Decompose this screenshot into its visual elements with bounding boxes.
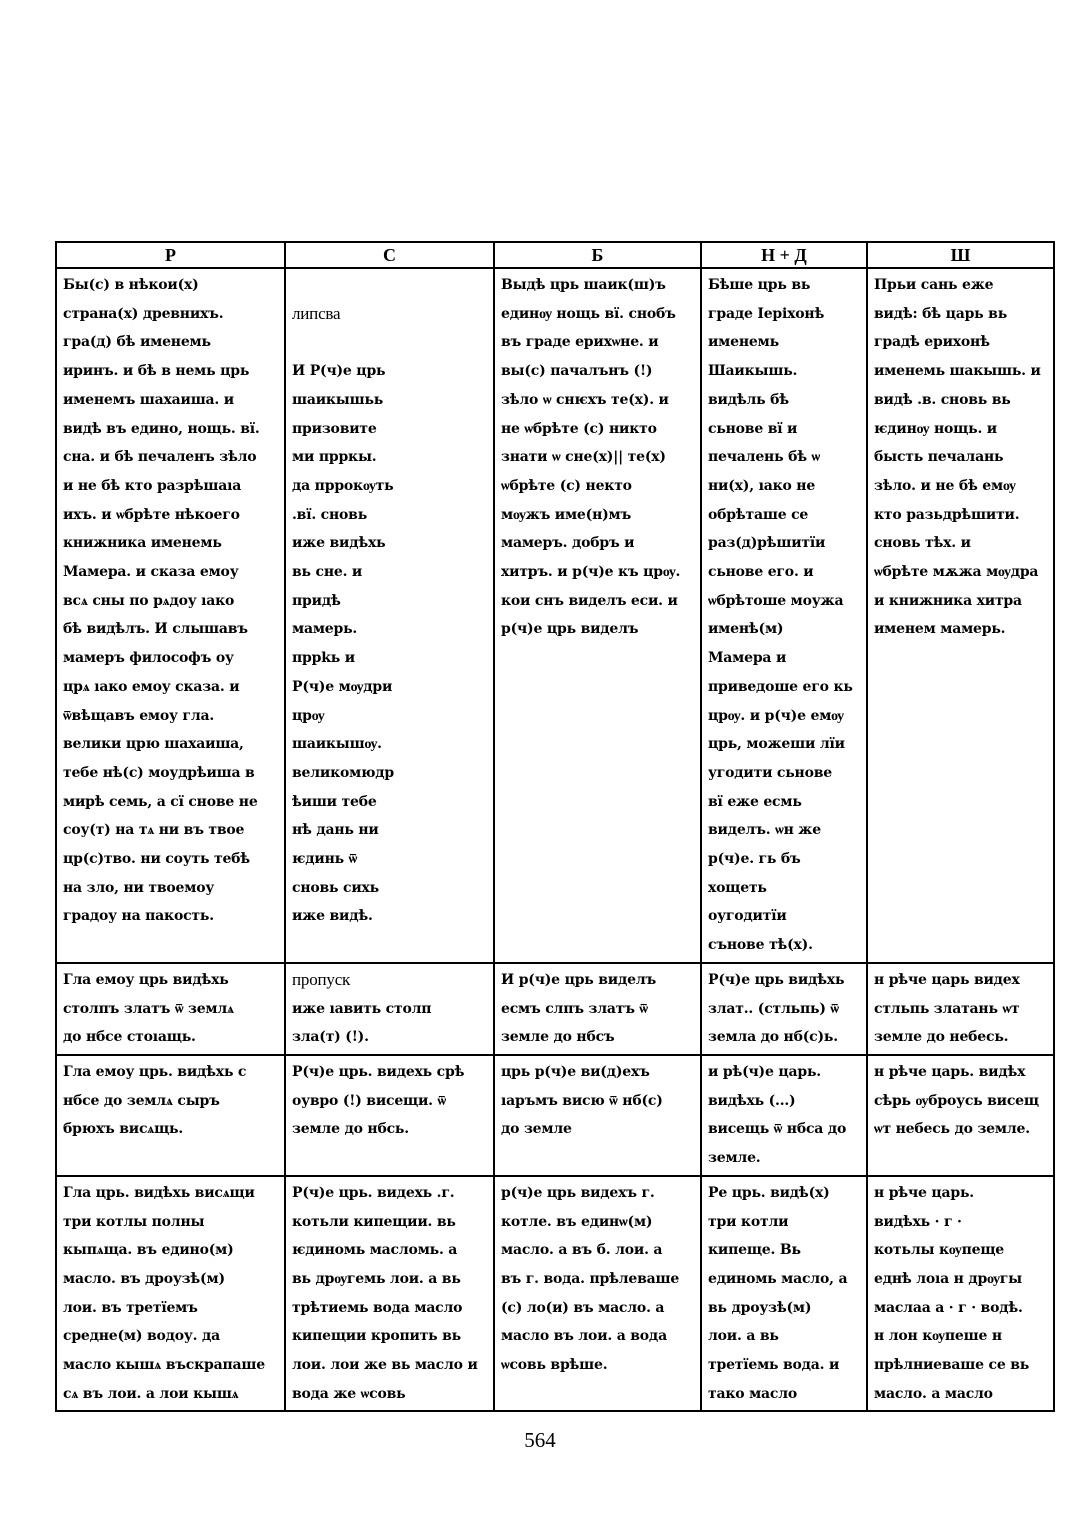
text-line: Р(ч)е мѹдри bbox=[292, 678, 393, 695]
text-line: маслаа а · г · водѣ. bbox=[874, 1299, 1023, 1316]
text-line: н рѣче царь. bbox=[874, 1184, 974, 1201]
text-line: прѣлниеваше се вь bbox=[874, 1357, 1030, 1374]
table-cell-b bbox=[494, 1055, 701, 1176]
text-line: угодити сьнове bbox=[708, 764, 832, 781]
text-line: сна. и бѣ печаленъ зѣло bbox=[63, 449, 257, 466]
text-line: иже видѣхь bbox=[292, 535, 386, 552]
text-line: да пррокѹть bbox=[292, 477, 394, 494]
text-line: црѹ bbox=[292, 707, 325, 724]
text-line: иже ıавить столп bbox=[292, 1000, 432, 1017]
text-line: ѡт небесь до земле. bbox=[874, 1121, 1030, 1138]
table-cell-r bbox=[56, 1176, 285, 1412]
text-line: столпъ златъ ѿ землѧ bbox=[63, 1000, 234, 1017]
text-line: видѣхь · г · bbox=[874, 1213, 962, 1230]
text-line: масло. а масло bbox=[874, 1385, 993, 1402]
text-line: масло въ лои. а вода bbox=[501, 1328, 667, 1345]
text-line: великомюдр bbox=[292, 764, 394, 781]
text-line: лои. а вь bbox=[708, 1328, 779, 1345]
text-line: тако масло bbox=[708, 1385, 798, 1402]
text-line: ѡбрѣте мѫжа мѹдра bbox=[874, 564, 1039, 581]
text-line: на зло, ни твоемоу bbox=[63, 879, 215, 896]
text-line: виделъ. ѡн же bbox=[708, 822, 821, 839]
text-line: именемь шакышь. и bbox=[874, 363, 1041, 380]
text-line: лои. въ третїемъ bbox=[63, 1299, 198, 1316]
text-line: именемь bbox=[708, 334, 779, 351]
text-line: котьлы кѹпеще bbox=[874, 1242, 1005, 1259]
text-line: кто разьдрѣшити. bbox=[874, 506, 1020, 523]
page-number: 564 bbox=[524, 1428, 556, 1452]
text-line: земле до нбсъ bbox=[501, 1029, 615, 1046]
text-line: бысть печалань bbox=[874, 449, 1004, 466]
text-line: земле. bbox=[708, 1150, 761, 1167]
text-line: сѧ въ лои. а лои кышѧ bbox=[63, 1385, 239, 1402]
table-cell-sh bbox=[867, 268, 1054, 963]
text-line: мамеръ философъ оу bbox=[63, 650, 234, 667]
text-line: нѣ дань ни bbox=[292, 822, 379, 839]
text-line: ѣиши тебе bbox=[292, 793, 377, 810]
text-line: оувро (!) висещи. ѿ bbox=[292, 1092, 446, 1109]
table-cell-n-d bbox=[701, 268, 867, 963]
text-line: Ре црь. видѣ(х) bbox=[708, 1184, 830, 1201]
text-line: н рѣче царь видех bbox=[874, 971, 1020, 988]
text-line: црѧ ıако емоу сказа. и bbox=[63, 678, 240, 695]
text-line: ихъ. и ѡбрѣте нѣкоего bbox=[63, 506, 240, 523]
text-line: ıаръмъ висю ѿ нб(с) bbox=[501, 1092, 663, 1109]
text-line: Прьи сань еже bbox=[874, 277, 994, 293]
text-line: граде Іеріхонѣ bbox=[708, 305, 825, 322]
text-line: зѣло ѡ снѥхъ те(х). и bbox=[501, 391, 669, 408]
text-line: кыпѧща. въ едино(м) bbox=[63, 1242, 234, 1259]
text-line: бѣ видѣлъ. И слышавъ bbox=[63, 621, 248, 638]
header-r: Р bbox=[56, 242, 285, 268]
header-sh: Ш bbox=[867, 242, 1054, 268]
text-line: Р(ч)е црь. видехь срѣ bbox=[292, 1063, 465, 1080]
text-line: до земле bbox=[501, 1121, 572, 1138]
text-line: не ѡбрѣте (с) никто bbox=[501, 420, 657, 437]
table-cell-n-d bbox=[701, 1055, 867, 1176]
header-b: Б bbox=[494, 242, 701, 268]
text-line: сънове тѣ(х). bbox=[708, 937, 813, 954]
text-line: придѣ bbox=[292, 592, 341, 609]
text-line: ѥдинѹ нощь. и bbox=[874, 420, 997, 437]
text-line: трѣтиемь вода масло bbox=[292, 1299, 463, 1316]
text-line bbox=[292, 271, 487, 300]
table-cell-n-d bbox=[701, 963, 867, 1055]
text-line: именем мамерь. bbox=[874, 621, 1006, 638]
table-cell-s bbox=[285, 1176, 494, 1412]
text-line: сьнове его. и bbox=[708, 564, 814, 581]
text-line: масло. въ дроузѣ(м) bbox=[63, 1270, 225, 1287]
table-body bbox=[56, 268, 1054, 1411]
text-line: зѣло. и не бѣ емѹ bbox=[874, 477, 1016, 494]
text-line: котьли кипещии. вь bbox=[292, 1213, 456, 1230]
text-line: лои. лои же вь масло и bbox=[292, 1357, 478, 1374]
table-row bbox=[56, 1176, 1054, 1412]
text-line: Р(ч)е црь. видехь .г. bbox=[292, 1184, 455, 1201]
text-line: ѥдинь ѿ bbox=[292, 851, 358, 868]
text-line: Выдѣ црь шаик(ш)ъ bbox=[501, 277, 666, 293]
text-line: оугодитїи bbox=[708, 908, 787, 925]
text-line: въ граде ерихѡне. и bbox=[501, 334, 659, 351]
text-line: сѣрь ѹброусь висещ bbox=[874, 1092, 1039, 1109]
text-line: црѹ. и р(ч)е емѹ bbox=[708, 707, 844, 724]
text-line: кои снъ виделъ еси. и bbox=[501, 592, 678, 609]
text-line: н рѣче царь. видѣх bbox=[874, 1063, 1026, 1080]
table-cell-s bbox=[285, 268, 494, 963]
text-line: н лон кѹпеше н bbox=[874, 1328, 1002, 1345]
text-line: црь р(ч)е ви(д)ехъ bbox=[501, 1063, 650, 1080]
text-line: Мамера и bbox=[708, 650, 787, 667]
table-cell-s bbox=[285, 1055, 494, 1176]
table-row bbox=[56, 1055, 1054, 1176]
text-line: три котлы полны bbox=[63, 1213, 205, 1230]
text-line: цр(с)тво. ни соуть тебѣ bbox=[63, 851, 250, 868]
text-line: видѣ: бѣ царь вь bbox=[874, 305, 1007, 322]
text-line: ни(х), ıако не bbox=[708, 477, 816, 494]
text-line: велики црю шахаиша, bbox=[63, 736, 244, 753]
text-line: И Р(ч)е црь bbox=[292, 363, 386, 380]
text-line: иринъ. и бѣ в немь црь bbox=[63, 363, 250, 380]
text-line: именѣ(м) bbox=[708, 621, 784, 638]
text-line: и рѣ(ч)е царь. bbox=[708, 1063, 821, 1080]
text-line: печалень бѣ ѡ bbox=[708, 449, 820, 466]
text-line: градоу на пакость. bbox=[63, 908, 214, 925]
text-line: сьнове вї и bbox=[708, 420, 798, 437]
text-line: шаикышѹ. bbox=[292, 736, 382, 753]
text-line: градѣ ерихонѣ bbox=[874, 334, 990, 351]
text-line: вь дрѹгемь лои. а вь bbox=[292, 1270, 461, 1287]
text-line: именемъ шахаиша. и bbox=[63, 391, 234, 408]
table-cell-sh bbox=[867, 1176, 1054, 1412]
text-line: еднѣ лоıа н дрѹгы bbox=[874, 1270, 1023, 1287]
text-line: земла до нб(с)ь. bbox=[708, 1029, 838, 1046]
text-line: .вї. сновь bbox=[292, 506, 368, 523]
table-row bbox=[56, 268, 1054, 963]
text-line: масло кышѧ въскрапаше bbox=[63, 1357, 265, 1374]
text-line: висещь ѿ нбса до bbox=[708, 1121, 847, 1138]
text-line: приведоше его кь bbox=[708, 678, 853, 695]
text-line bbox=[292, 328, 487, 357]
table-cell-sh bbox=[867, 963, 1054, 1055]
text-line: вь дроузѣ(м) bbox=[708, 1299, 812, 1316]
text-line: сновь сихь bbox=[292, 879, 379, 896]
text-line: единѹ нощь вї. снобъ bbox=[501, 305, 676, 322]
text-line: третїемь вода. и bbox=[708, 1357, 840, 1374]
text-line: обрѣташе се bbox=[708, 506, 809, 523]
text-line: всѧ сны по рѧдоу ıако bbox=[63, 592, 235, 609]
text-line: Р(ч)е црь видѣхь bbox=[708, 971, 845, 988]
table-cell-r bbox=[56, 963, 285, 1055]
text-line: ѡсовь врѣше. bbox=[501, 1357, 608, 1374]
text-line: земле до небесь. bbox=[874, 1029, 1009, 1046]
table-cell-b bbox=[494, 268, 701, 963]
text-line: котле. въ единѡ(м) bbox=[501, 1213, 653, 1230]
text-line: нбсе до землѧ сыръ bbox=[63, 1092, 220, 1109]
text-line: есмъ слпъ златъ ѿ bbox=[501, 1000, 648, 1017]
text-line: кипещии кропить вь bbox=[292, 1328, 461, 1345]
text-line: стльпь златань ѡт bbox=[874, 1000, 1020, 1017]
text-line: видѣ въ едино, нощь. вї. bbox=[63, 420, 260, 437]
text-line: вы(с) пачалънъ (!) bbox=[501, 363, 653, 380]
text-line: зла(т) (!). bbox=[292, 1029, 369, 1046]
text-line: масло. а въ б. лои. а bbox=[501, 1242, 663, 1259]
text-line: хитръ. и р(ч)е къ црѹ. bbox=[501, 564, 681, 581]
text-line: книжника именемь bbox=[63, 535, 222, 552]
table-cell-r bbox=[56, 1055, 285, 1176]
text-line: ѡбрѣте (с) некто bbox=[501, 477, 632, 494]
text-line: ѡбрѣтоше моужа bbox=[708, 592, 844, 609]
text-line: видѣхь (...) bbox=[708, 1092, 796, 1109]
text-line: црь, можеши лїи bbox=[708, 736, 845, 753]
text-line: средне(м) водоу. да bbox=[63, 1328, 221, 1345]
header-s: С bbox=[285, 242, 494, 268]
text-line: мамерь. bbox=[292, 621, 358, 638]
text-line: Гла емоу црь видѣхь bbox=[63, 971, 229, 988]
text-line: Мамера. и сказа емоу bbox=[63, 564, 239, 581]
text-line: Шаикышь. bbox=[708, 363, 798, 380]
text-line: кипеще. Вь bbox=[708, 1242, 801, 1259]
table-cell-s bbox=[285, 963, 494, 1055]
text-line: сновь тѣх. и bbox=[874, 535, 971, 552]
table-row bbox=[56, 963, 1054, 1055]
text-line: шаикышьь bbox=[292, 391, 384, 408]
text-line: брюхъ висѧщь. bbox=[63, 1121, 184, 1138]
text-line: мирѣ семь, а сї снове не bbox=[63, 793, 258, 810]
text-line: пррkь и bbox=[292, 650, 355, 667]
header-n-d: Н + Д bbox=[701, 242, 867, 268]
text-line: и книжника хитра bbox=[874, 592, 1022, 609]
text-line: пропуск bbox=[292, 969, 351, 989]
text-line: ѥдиномь масломь. а bbox=[292, 1242, 458, 1259]
text-line: вода же ѡсовь bbox=[292, 1385, 406, 1402]
text-line: и не бѣ кто разрѣшаıа bbox=[63, 477, 242, 494]
text-line: р(ч)е црь видехъ г. bbox=[501, 1184, 655, 1201]
text-line: мѹжъ име(н)мъ bbox=[501, 506, 632, 523]
text-line: злат.. (стльпь) ѿ bbox=[708, 1000, 839, 1017]
text-line: (с) ло(и) въ масло. а bbox=[501, 1299, 665, 1316]
text-line: мамеръ. добръ и bbox=[501, 535, 635, 552]
text-line: вь сне. и bbox=[292, 564, 363, 581]
table-cell-b bbox=[494, 963, 701, 1055]
text-line: единомь масло, а bbox=[708, 1270, 848, 1287]
text-line: хощеть bbox=[708, 879, 767, 896]
text-line: Гла емоу црь. видѣхь с bbox=[63, 1063, 247, 1080]
text-line: ѿвѣщавъ емоу гла. bbox=[63, 707, 215, 724]
text-line: липсва bbox=[292, 303, 341, 323]
text-line: гра(д) бѣ именемь bbox=[63, 334, 211, 351]
text-line: земле до нбсь. bbox=[292, 1121, 409, 1138]
text-line: тебе нѣ(с) моудрѣиша в bbox=[63, 764, 255, 781]
text-line: знати ѡ сне(х)|| те(х) bbox=[501, 449, 666, 466]
text-line: видѣ .в. сновь вь bbox=[874, 391, 1011, 408]
text-line: страна(х) древнихъ. bbox=[63, 305, 224, 322]
text-line: вї еже есмь bbox=[708, 793, 802, 810]
text-line: ми прркы. bbox=[292, 449, 377, 466]
text-line: Бы(с) в нѣкои(х) bbox=[63, 277, 199, 293]
text-line: въ г. вода. прѣлеваше bbox=[501, 1270, 680, 1287]
table-cell-b bbox=[494, 1176, 701, 1412]
text-line: призовите bbox=[292, 420, 377, 437]
text-line: Бѣше црь вь bbox=[708, 277, 811, 293]
header-row bbox=[56, 242, 1054, 268]
text-line: р(ч)е црь виделъ bbox=[501, 621, 639, 638]
text-line: раз(д)рѣшитїи bbox=[708, 535, 826, 552]
text-line: иже видѣ. bbox=[292, 908, 373, 925]
text-line: Гла црь. видѣхь висѧщи bbox=[63, 1184, 255, 1201]
text-line: три котли bbox=[708, 1213, 789, 1230]
table-cell-sh bbox=[867, 1055, 1054, 1176]
parallel-text-table bbox=[55, 241, 1055, 1412]
table-cell-n-d bbox=[701, 1176, 867, 1412]
text-line: видѣль бѣ bbox=[708, 391, 789, 408]
text-line: соу(т) на тѧ ни въ твое bbox=[63, 822, 245, 839]
text-line: р(ч)е. гь бъ bbox=[708, 851, 801, 868]
table-cell-r bbox=[56, 268, 285, 963]
text-line: до нбсе стоıащь. bbox=[63, 1029, 196, 1046]
text-line: И р(ч)е црь виделъ bbox=[501, 971, 657, 988]
